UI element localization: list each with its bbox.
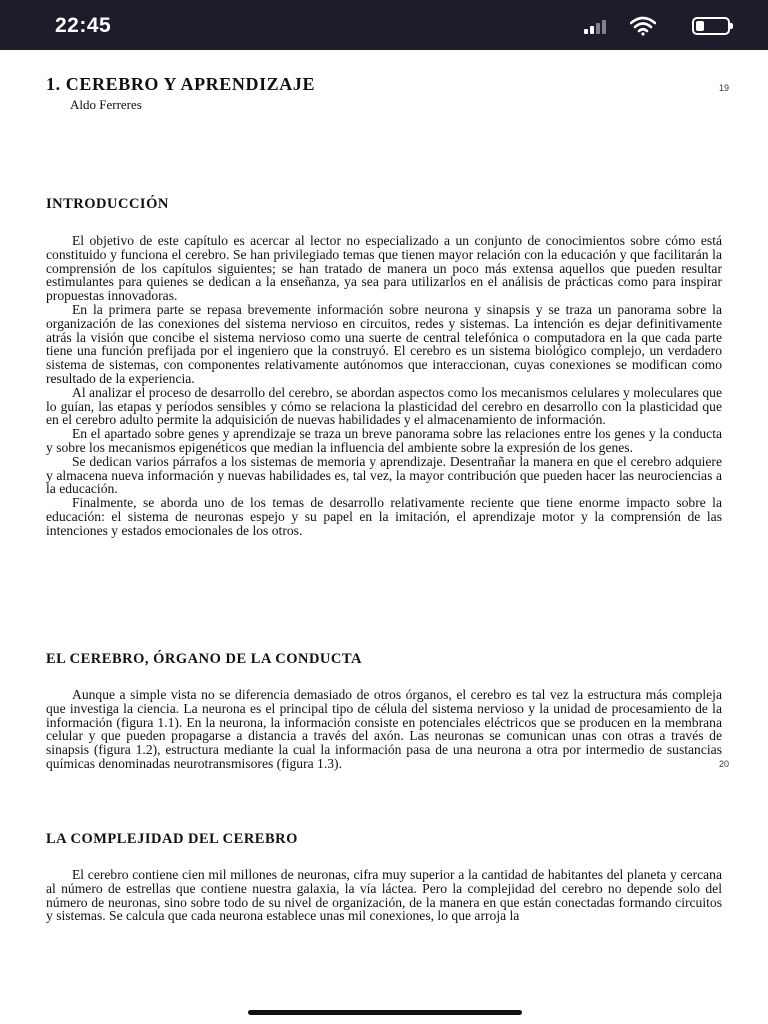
paragraph: Finalmente, se aborda uno de los temas de desarrollo relativamente reciente que tiene enorme impacto sobre la educación: el sistema de neuronas espejo y su papel en la imitación, el aprendizaje motor y la comprensión de las intenciones y estados emocionales de los otros. bbox=[46, 495, 722, 538]
paragraph: En el apartado sobre genes y aprendizaje se traza un breve panorama sobre las relaciones entre los genes y la conducta y sobre los mecanismos epigenéticos que median la influencia del ambiente sobre la expresión de los genes. bbox=[46, 426, 722, 455]
status-bar bbox=[0, 0, 768, 50]
section-heading-complejidad: LA COMPLEJIDAD DEL CEREBRO bbox=[46, 831, 298, 847]
battery-icon bbox=[692, 17, 730, 35]
paragraph: Se dedican varios párrafos a los sistemas de memoria y aprendizaje. Desentrañar la manera en que el cerebro adquiere y almacena nueva información y nuevas habilidades es, tal vez, la mayor contribución que pueden hacer las neurociencias a la educación. bbox=[46, 453, 722, 497]
status-time: 22:45 bbox=[55, 14, 112, 37]
section-body-complejidad bbox=[46, 868, 722, 923]
page-number-top: 19 bbox=[719, 83, 730, 93]
paragraph: Aunque a simple vista no se diferencia demasiado de otros órganos, el cerebro es tal vez la estructura más compleja que investiga la ciencia. La neurona es el principal tipo de célula del sistema nervioso y la unidad de procesamiento de la información (figura 1.1). En la neurona, la información consiste en potenciales eléctricos que se producen en la membrana celular y que pueden propagarse a distancia a través del axón. Las neuronas se comunican unas con otras a través de sinapsis (figura 1.2), estructura mediante la cual la información pasa de una neurona a otra por intermedio de sustancias químicas denominadas neurotransmisores (figura 1.3). bbox=[46, 687, 722, 771]
paragraph: El cerebro contiene cien mil millones de neuronas, cifra muy superior a la cantidad de habitantes del planeta y cercana al número de estrellas que contiene nuestra galaxia, la vía láctea. Pero la complejidad del cerebro no depende solo del número de neuronas, sino sobre todo de su nivel de organización, de la manera en que están conectadas formando circuitos y sistemas. Se calcula que cada neurona establece unas mil conexiones, lo que arroja la bbox=[46, 867, 722, 924]
chapter-title: 1. CEREBRO Y APRENDIZAJE bbox=[46, 74, 316, 94]
section-body-introduccion bbox=[46, 234, 722, 538]
paragraph: En la primera parte se repasa brevemente información sobre neurona y sinapsis y se traza un panorama sobre la organización de las conexiones del sistema nervioso en circuitos, redes y sistemas. La intención es dejar definitivamente atrás la visión que concibe el sistema nervioso como una suerte de central telefónica o computadora en la que cada parte tiene una función prefijada por el ingeniero que la construyó. El cerebro es un sistema biológico complejo, un verdadero sistema de sistemas, con componentes relativamente autónomos que interaccionan, cuyas conexiones se modifican como resultado de la experiencia. bbox=[46, 301, 722, 386]
wifi-icon bbox=[630, 16, 656, 36]
page-number-side: 20 bbox=[719, 759, 730, 769]
section-body-cerebro-organo bbox=[46, 688, 722, 771]
paragraph: El objetivo de este capítulo es acercar al lector no especializado a un conjunto de conocimientos sobre cómo está constituido y funciona el cerebro. Se han privilegiado temas que tienen mayor relación con la educación y que facilitarán la comprensión de los capítulos siguientes; se han tratado de manera un poco más extensa aquellos que pueden resultar estimulantes para quienes se dedican a la enseñanza, ya sea para utilizarlos en el análisis de prácticas como para inspirar propuestas innovadoras. bbox=[46, 233, 722, 304]
paragraph: Al analizar el proceso de desarrollo del cerebro, se abordan aspectos como los mecanismos celulares y moleculares que lo guían, las etapas y períodos sensibles y cómo se relaciona la plasticidad del cerebro en desarrollo con la plasticidad que en el cerebro adulto permite la adquisición de nuevas habilidades y el almacenamiento de información. bbox=[46, 384, 722, 428]
section-heading-introduccion: INTRODUCCIÓN bbox=[46, 196, 169, 212]
author-name: Aldo Ferreres bbox=[70, 97, 142, 112]
cellular-signal-icon bbox=[584, 18, 610, 34]
section-heading-cerebro-organo: EL CEREBRO, ÓRGANO DE LA CONDUCTA bbox=[46, 651, 362, 667]
home-indicator[interactable] bbox=[248, 1010, 522, 1015]
